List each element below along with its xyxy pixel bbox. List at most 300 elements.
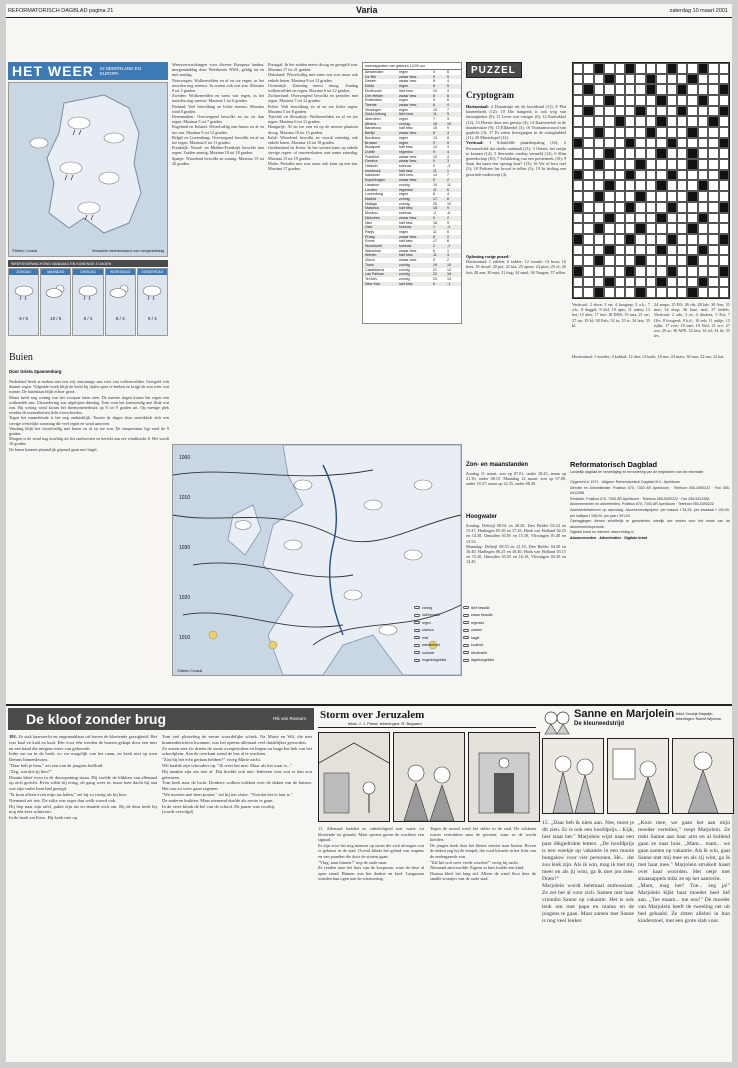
crossword-cell[interactable] xyxy=(656,287,666,298)
crossword-cell[interactable] xyxy=(625,180,635,191)
crossword-cell[interactable] xyxy=(646,245,656,256)
crossword-cell[interactable] xyxy=(677,138,687,149)
crossword-cell[interactable] xyxy=(583,63,593,74)
crossword-cell[interactable] xyxy=(687,63,697,74)
crossword-cell[interactable] xyxy=(646,170,656,181)
crossword-cell[interactable] xyxy=(698,116,708,127)
crossword-cell[interactable] xyxy=(656,277,666,288)
crossword-cell[interactable] xyxy=(656,106,666,117)
crossword-cell[interactable] xyxy=(635,245,645,256)
crossword-cell[interactable] xyxy=(698,245,708,256)
crossword-cell[interactable] xyxy=(615,255,625,266)
crossword-cell[interactable] xyxy=(615,170,625,181)
crossword-cell[interactable] xyxy=(573,266,583,277)
crossword-cell[interactable] xyxy=(656,95,666,106)
crossword-cell[interactable] xyxy=(656,84,666,95)
crossword-cell[interactable] xyxy=(625,106,635,117)
crossword-cell[interactable] xyxy=(698,106,708,117)
crossword-cell[interactable] xyxy=(667,213,677,224)
crossword-cell[interactable] xyxy=(625,95,635,106)
crossword-cell[interactable] xyxy=(594,159,604,170)
crossword-cell[interactable] xyxy=(708,127,718,138)
crossword-cell[interactable] xyxy=(625,234,635,245)
crossword-cell[interactable] xyxy=(698,138,708,149)
crossword-cell[interactable] xyxy=(573,74,583,85)
crossword-cell[interactable] xyxy=(656,191,666,202)
crossword-cell[interactable] xyxy=(677,287,687,298)
crossword-cell[interactable] xyxy=(604,202,614,213)
crossword-cell[interactable] xyxy=(708,170,718,181)
crossword-cell[interactable] xyxy=(615,202,625,213)
crossword-cell[interactable] xyxy=(677,74,687,85)
crossword-cell[interactable] xyxy=(719,106,729,117)
crossword-cell[interactable] xyxy=(615,106,625,117)
crossword-cell[interactable] xyxy=(594,170,604,181)
crossword-cell[interactable] xyxy=(604,74,614,85)
crossword-cell[interactable] xyxy=(656,255,666,266)
crossword-cell[interactable] xyxy=(698,127,708,138)
crossword-cell[interactable] xyxy=(687,287,697,298)
crossword-cell[interactable] xyxy=(615,234,625,245)
crossword-cell[interactable] xyxy=(667,234,677,245)
crossword-cell[interactable] xyxy=(698,95,708,106)
crossword-cell[interactable] xyxy=(604,245,614,256)
crossword-cell[interactable] xyxy=(583,159,593,170)
crossword-cell[interactable] xyxy=(594,148,604,159)
crossword-cell[interactable] xyxy=(698,180,708,191)
crossword-cell[interactable] xyxy=(687,84,697,95)
crossword-cell[interactable] xyxy=(615,180,625,191)
crossword-cell[interactable] xyxy=(667,84,677,95)
crossword-cell[interactable] xyxy=(625,127,635,138)
crossword-cell[interactable] xyxy=(625,202,635,213)
crossword-cell[interactable] xyxy=(719,127,729,138)
crossword-cell[interactable] xyxy=(573,95,583,106)
crossword-cell[interactable] xyxy=(573,245,583,256)
crossword-cell[interactable] xyxy=(625,84,635,95)
crossword-cell[interactable] xyxy=(646,266,656,277)
crossword-cell[interactable] xyxy=(573,138,583,149)
crossword-cell[interactable] xyxy=(635,127,645,138)
crossword-cell[interactable] xyxy=(583,191,593,202)
crossword-cell[interactable] xyxy=(625,255,635,266)
crossword-cell[interactable] xyxy=(625,170,635,181)
crossword-cell[interactable] xyxy=(604,223,614,234)
crossword-cell[interactable] xyxy=(656,116,666,127)
crossword-cell[interactable] xyxy=(573,106,583,117)
crossword-cell[interactable] xyxy=(687,159,697,170)
crossword-cell[interactable] xyxy=(698,202,708,213)
crossword-cell[interactable] xyxy=(656,234,666,245)
crossword-cell[interactable] xyxy=(573,170,583,181)
crossword-cell[interactable] xyxy=(594,287,604,298)
crossword-cell[interactable] xyxy=(719,84,729,95)
crossword-cell[interactable] xyxy=(594,255,604,266)
crossword-cell[interactable] xyxy=(646,74,656,85)
crossword-cell[interactable] xyxy=(708,255,718,266)
crossword-cell[interactable] xyxy=(708,95,718,106)
crossword-cell[interactable] xyxy=(615,277,625,288)
crossword-cell[interactable] xyxy=(583,234,593,245)
crossword-cell[interactable] xyxy=(604,148,614,159)
crossword-cell[interactable] xyxy=(687,180,697,191)
crossword-cell[interactable] xyxy=(698,84,708,95)
crossword-cell[interactable] xyxy=(594,234,604,245)
crossword-cell[interactable] xyxy=(719,63,729,74)
crossword-cell[interactable] xyxy=(667,74,677,85)
crossword-cell[interactable] xyxy=(677,266,687,277)
crossword-cell[interactable] xyxy=(583,170,593,181)
crossword-cell[interactable] xyxy=(594,223,604,234)
crossword-cell[interactable] xyxy=(677,127,687,138)
crossword-cell[interactable] xyxy=(615,84,625,95)
crossword-cell[interactable] xyxy=(687,95,697,106)
crossword-cell[interactable] xyxy=(646,95,656,106)
crossword-cell[interactable] xyxy=(573,116,583,127)
crossword-cell[interactable] xyxy=(615,95,625,106)
crossword-cell[interactable] xyxy=(604,255,614,266)
crossword-cell[interactable] xyxy=(604,63,614,74)
crossword-cell[interactable] xyxy=(635,159,645,170)
crossword-cell[interactable] xyxy=(677,106,687,117)
crossword-cell[interactable] xyxy=(594,116,604,127)
crossword-cell[interactable] xyxy=(708,116,718,127)
crossword-cell[interactable] xyxy=(573,84,583,95)
crossword-cell[interactable] xyxy=(583,202,593,213)
crossword-cell[interactable] xyxy=(625,245,635,256)
crossword-cell[interactable] xyxy=(708,234,718,245)
crossword-cell[interactable] xyxy=(698,255,708,266)
crossword-cell[interactable] xyxy=(625,266,635,277)
crossword-cell[interactable] xyxy=(573,223,583,234)
crossword-cell[interactable] xyxy=(667,255,677,266)
crossword-cell[interactable] xyxy=(635,287,645,298)
crossword-cell[interactable] xyxy=(635,148,645,159)
crossword-cell[interactable] xyxy=(708,213,718,224)
crossword-cell[interactable] xyxy=(615,245,625,256)
crossword-cell[interactable] xyxy=(656,202,666,213)
crossword-cell[interactable] xyxy=(708,148,718,159)
crossword-cell[interactable] xyxy=(667,191,677,202)
crossword-cell[interactable] xyxy=(615,127,625,138)
crossword-cell[interactable] xyxy=(615,287,625,298)
crossword-cell[interactable] xyxy=(656,213,666,224)
crossword-cell[interactable] xyxy=(635,191,645,202)
crossword-cell[interactable] xyxy=(698,277,708,288)
crossword-cell[interactable] xyxy=(583,138,593,149)
crossword-cell[interactable] xyxy=(698,191,708,202)
crossword-cell[interactable] xyxy=(604,287,614,298)
crossword-cell[interactable] xyxy=(719,191,729,202)
crossword-cell[interactable] xyxy=(573,213,583,224)
crossword-cell[interactable] xyxy=(687,74,697,85)
crossword-cell[interactable] xyxy=(646,159,656,170)
crossword-cell[interactable] xyxy=(594,127,604,138)
crossword-cell[interactable] xyxy=(687,127,697,138)
crossword-cell[interactable] xyxy=(573,287,583,298)
crossword-cell[interactable] xyxy=(625,138,635,149)
crossword-cell[interactable] xyxy=(698,63,708,74)
crossword-cell[interactable] xyxy=(708,287,718,298)
crossword-cell[interactable] xyxy=(719,213,729,224)
crossword-cell[interactable] xyxy=(635,116,645,127)
crossword-cell[interactable] xyxy=(677,245,687,256)
crossword-cell[interactable] xyxy=(583,106,593,117)
crossword-cell[interactable] xyxy=(687,191,697,202)
crossword-cell[interactable] xyxy=(677,95,687,106)
crossword-cell[interactable] xyxy=(719,255,729,266)
crossword-cell[interactable] xyxy=(615,213,625,224)
crossword-cell[interactable] xyxy=(667,287,677,298)
crossword-cell[interactable] xyxy=(719,266,729,277)
crossword-cell[interactable] xyxy=(615,159,625,170)
crossword-cell[interactable] xyxy=(594,213,604,224)
crossword-cell[interactable] xyxy=(594,180,604,191)
crossword-cell[interactable] xyxy=(646,213,656,224)
crossword-cell[interactable] xyxy=(604,277,614,288)
crossword-cell[interactable] xyxy=(615,74,625,85)
crossword-cell[interactable] xyxy=(646,148,656,159)
crossword-cell[interactable] xyxy=(625,287,635,298)
crossword-cell[interactable] xyxy=(594,202,604,213)
crossword-cell[interactable] xyxy=(677,170,687,181)
crossword-cell[interactable] xyxy=(719,287,729,298)
crossword-cell[interactable] xyxy=(615,116,625,127)
crossword-cell[interactable] xyxy=(687,223,697,234)
crossword-cell[interactable] xyxy=(635,266,645,277)
crossword-cell[interactable] xyxy=(594,266,604,277)
crossword-cell[interactable] xyxy=(594,191,604,202)
crossword-cell[interactable] xyxy=(583,148,593,159)
crossword-cell[interactable] xyxy=(667,116,677,127)
crossword-cell[interactable] xyxy=(583,116,593,127)
crossword-cell[interactable] xyxy=(604,95,614,106)
crossword-cell[interactable] xyxy=(583,245,593,256)
crossword-cell[interactable] xyxy=(625,223,635,234)
crossword-cell[interactable] xyxy=(719,148,729,159)
crossword-cell[interactable] xyxy=(719,202,729,213)
crossword-cell[interactable] xyxy=(667,202,677,213)
crossword-cell[interactable] xyxy=(677,202,687,213)
crossword-cell[interactable] xyxy=(625,148,635,159)
crossword-cell[interactable] xyxy=(719,180,729,191)
crossword-cell[interactable] xyxy=(719,245,729,256)
crossword-cell[interactable] xyxy=(604,127,614,138)
crossword-cell[interactable] xyxy=(604,191,614,202)
crossword-cell[interactable] xyxy=(698,74,708,85)
crossword-cell[interactable] xyxy=(573,148,583,159)
crossword-cell[interactable] xyxy=(625,159,635,170)
crossword-cell[interactable] xyxy=(646,106,656,117)
crossword-cell[interactable] xyxy=(687,138,697,149)
crossword-cell[interactable] xyxy=(708,277,718,288)
crossword-cell[interactable] xyxy=(667,159,677,170)
crossword-cell[interactable] xyxy=(677,234,687,245)
crossword-cell[interactable] xyxy=(594,138,604,149)
crossword-cell[interactable] xyxy=(625,116,635,127)
crossword-cell[interactable] xyxy=(719,74,729,85)
crossword-cell[interactable] xyxy=(708,106,718,117)
crossword-cell[interactable] xyxy=(604,170,614,181)
crossword-cell[interactable] xyxy=(667,106,677,117)
crossword-cell[interactable] xyxy=(615,266,625,277)
crossword-cell[interactable] xyxy=(573,234,583,245)
crossword-cell[interactable] xyxy=(698,266,708,277)
crossword-cell[interactable] xyxy=(719,138,729,149)
crossword-cell[interactable] xyxy=(646,234,656,245)
crossword-cell[interactable] xyxy=(573,255,583,266)
crossword-cell[interactable] xyxy=(677,63,687,74)
crossword-cell[interactable] xyxy=(646,255,656,266)
crossword-cell[interactable] xyxy=(719,95,729,106)
crossword-cell[interactable] xyxy=(604,138,614,149)
crossword-cell[interactable] xyxy=(667,266,677,277)
crossword-cell[interactable] xyxy=(656,223,666,234)
crossword-cell[interactable] xyxy=(583,95,593,106)
crossword-cell[interactable] xyxy=(708,202,718,213)
crossword-cell[interactable] xyxy=(687,266,697,277)
crossword-cell[interactable] xyxy=(615,223,625,234)
crossword-cell[interactable] xyxy=(667,95,677,106)
crossword-cell[interactable] xyxy=(719,116,729,127)
crossword-cell[interactable] xyxy=(635,255,645,266)
crossword-cell[interactable] xyxy=(635,180,645,191)
crossword-cell[interactable] xyxy=(635,213,645,224)
crossword-cell[interactable] xyxy=(646,127,656,138)
crossword-cell[interactable] xyxy=(646,116,656,127)
crossword-cell[interactable] xyxy=(573,180,583,191)
crossword-cell[interactable] xyxy=(656,245,666,256)
crossword-cell[interactable] xyxy=(667,63,677,74)
crossword-cell[interactable] xyxy=(604,234,614,245)
crossword-cell[interactable] xyxy=(698,159,708,170)
crossword-cell[interactable] xyxy=(656,148,666,159)
crossword-cell[interactable] xyxy=(625,74,635,85)
crossword-cell[interactable] xyxy=(573,202,583,213)
crossword-cell[interactable] xyxy=(573,127,583,138)
crossword-cell[interactable] xyxy=(687,106,697,117)
crossword-cell[interactable] xyxy=(708,138,718,149)
crossword-cell[interactable] xyxy=(708,191,718,202)
crossword-cell[interactable] xyxy=(677,159,687,170)
crossword-cell[interactable] xyxy=(656,180,666,191)
crossword-cell[interactable] xyxy=(708,84,718,95)
crossword-cell[interactable] xyxy=(583,127,593,138)
crossword-cell[interactable] xyxy=(687,116,697,127)
crossword-cell[interactable] xyxy=(594,106,604,117)
crossword-cell[interactable] xyxy=(667,180,677,191)
crossword-cell[interactable] xyxy=(604,213,614,224)
crossword-cell[interactable] xyxy=(667,138,677,149)
crossword-cell[interactable] xyxy=(698,213,708,224)
crossword-cell[interactable] xyxy=(583,74,593,85)
crossword-cell[interactable] xyxy=(583,223,593,234)
crossword-cell[interactable] xyxy=(656,127,666,138)
crossword-cell[interactable] xyxy=(594,74,604,85)
crossword-cell[interactable] xyxy=(615,191,625,202)
crossword-cell[interactable] xyxy=(604,84,614,95)
crossword-cell[interactable] xyxy=(583,255,593,266)
crossword-cell[interactable] xyxy=(687,255,697,266)
crossword-cell[interactable] xyxy=(583,180,593,191)
crossword-cell[interactable] xyxy=(635,170,645,181)
crossword-cell[interactable] xyxy=(677,84,687,95)
crossword-cell[interactable] xyxy=(687,202,697,213)
crossword-cell[interactable] xyxy=(646,84,656,95)
crossword-cell[interactable] xyxy=(583,266,593,277)
crossword-cell[interactable] xyxy=(635,84,645,95)
crossword-cell[interactable] xyxy=(635,202,645,213)
crossword-cell[interactable] xyxy=(698,148,708,159)
crossword-cell[interactable] xyxy=(687,245,697,256)
crossword-cell[interactable] xyxy=(677,255,687,266)
crossword-cell[interactable] xyxy=(625,191,635,202)
crossword-cell[interactable] xyxy=(573,63,583,74)
crossword-cell[interactable] xyxy=(583,287,593,298)
crossword-cell[interactable] xyxy=(708,223,718,234)
crossword-cell[interactable] xyxy=(719,223,729,234)
crossword-cell[interactable] xyxy=(635,138,645,149)
crossword-cell[interactable] xyxy=(573,191,583,202)
crossword-cell[interactable] xyxy=(719,170,729,181)
crossword-cell[interactable] xyxy=(646,277,656,288)
crossword-cell[interactable] xyxy=(646,202,656,213)
crossword-cell[interactable] xyxy=(677,191,687,202)
crossword-cell[interactable] xyxy=(646,191,656,202)
crossword-cell[interactable] xyxy=(583,277,593,288)
crossword-cell[interactable] xyxy=(719,234,729,245)
crossword-cell[interactable] xyxy=(594,63,604,74)
crossword-cell[interactable] xyxy=(615,63,625,74)
crossword-cell[interactable] xyxy=(656,74,666,85)
crossword-cell[interactable] xyxy=(615,148,625,159)
crossword-cell[interactable] xyxy=(646,138,656,149)
crossword-cell[interactable] xyxy=(667,127,677,138)
crossword-cell[interactable] xyxy=(687,234,697,245)
crossword-cell[interactable] xyxy=(594,277,604,288)
crossword-cell[interactable] xyxy=(635,223,645,234)
crossword-cell[interactable] xyxy=(604,116,614,127)
crossword-cell[interactable] xyxy=(604,106,614,117)
crossword-cell[interactable] xyxy=(667,170,677,181)
crossword-cell[interactable] xyxy=(687,213,697,224)
crossword-cell[interactable] xyxy=(698,287,708,298)
crossword-cell[interactable] xyxy=(719,159,729,170)
crossword-cell[interactable] xyxy=(708,266,718,277)
crossword-cell[interactable] xyxy=(677,277,687,288)
crossword-cell[interactable] xyxy=(573,277,583,288)
crossword-cell[interactable] xyxy=(667,245,677,256)
crossword-cell[interactable] xyxy=(604,159,614,170)
crossword-cell[interactable] xyxy=(594,84,604,95)
crossword-cell[interactable] xyxy=(677,116,687,127)
crossword-cell[interactable] xyxy=(667,223,677,234)
crossword-cell[interactable] xyxy=(646,223,656,234)
crossword-cell[interactable] xyxy=(677,180,687,191)
crossword-cell[interactable] xyxy=(604,266,614,277)
crossword-cell[interactable] xyxy=(635,234,645,245)
crossword-cell[interactable] xyxy=(594,95,604,106)
crossword-cell[interactable] xyxy=(635,95,645,106)
crossword-cell[interactable] xyxy=(656,266,666,277)
crossword-cell[interactable] xyxy=(656,63,666,74)
crossword-cell[interactable] xyxy=(583,213,593,224)
crossword-cell[interactable] xyxy=(625,63,635,74)
crossword-cell[interactable] xyxy=(708,74,718,85)
crossword-cell[interactable] xyxy=(573,159,583,170)
crossword-cell[interactable] xyxy=(635,277,645,288)
crossword-cell[interactable] xyxy=(667,277,677,288)
